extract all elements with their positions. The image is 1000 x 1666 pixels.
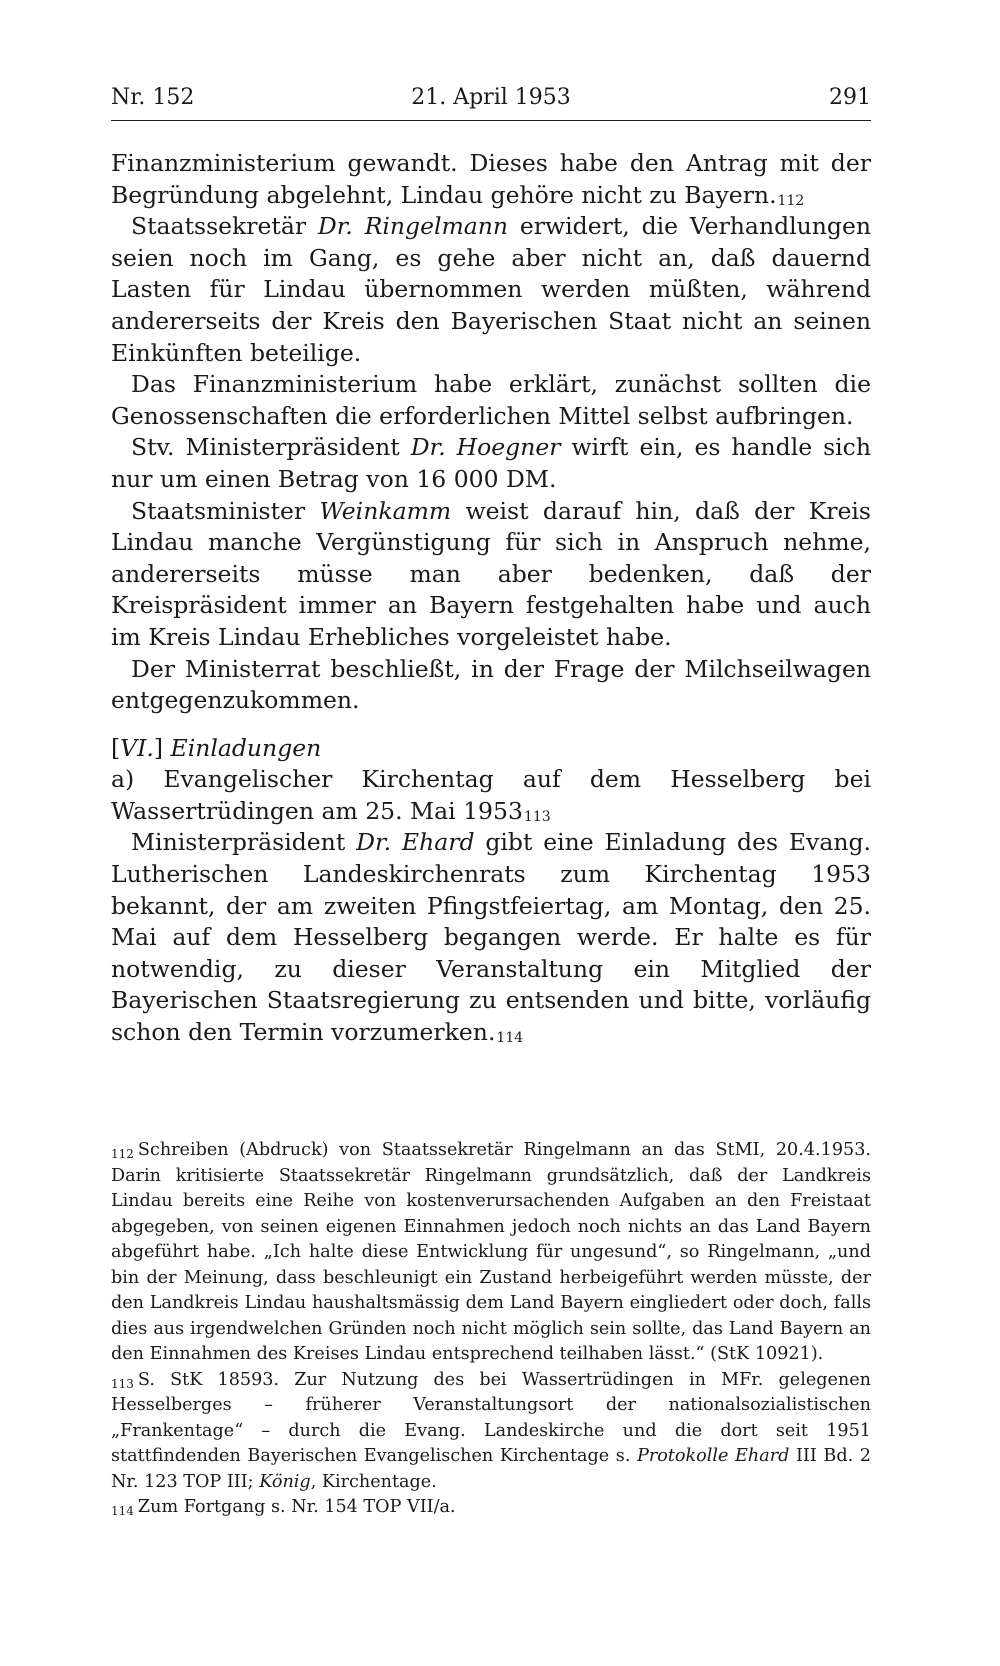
footnote-ref[interactable]: 113 xyxy=(523,808,551,825)
main-text xyxy=(111,148,871,1049)
header-date: 21. April 1953 xyxy=(411,85,571,110)
footnote-number: 112 xyxy=(111,1147,134,1161)
document-number: Nr. 152 xyxy=(111,85,195,110)
speaker-name: Weinkamm xyxy=(319,496,452,525)
section-title: Einladungen xyxy=(170,733,322,762)
page-number: 291 xyxy=(829,85,871,110)
paragraph: Staatsminister Weinkamm weist darauf hin, daß der Kreis Lindau manche Vergünstigung für sich in Anspruch nehme, andererseits müsse man aber bedenken, daß der Kreispräsident immer an Bayern festgehalten habe und auch im Kreis Lindau Erhebliches vorgeleistet habe. xyxy=(111,496,871,651)
paragraph: Der Ministerrat beschließt, in der Frage der Milchseilwagen entgegenzukommen. xyxy=(111,654,871,715)
footnote-ref[interactable]: 114 xyxy=(496,1030,524,1047)
paragraph: Das Finanzministerium habe erklärt, zunächst sollten die Genossenschaften die erforderlichen Mittel selbst aufbringen. xyxy=(111,370,871,430)
section-number: VI. xyxy=(120,733,154,762)
speaker-name: Dr. Hoegner xyxy=(410,433,561,462)
footnote: $^{112}$ Schreiben (Abdruck) von Staatssekretär Ringelmann an das StMI, 20.4.1953. Darin kritisierte Staatssekretär Ringelmann grundsätzlich, daß der Landkreis Lindau bereits eine Reihe von kostenverursachenden Aufgaben an den Freistaat abgegeben, von seinen eigenen Einnahmen jedoch noch nichts an das Land Bayern abgeführt habe. „Ich halte diese Entwicklung für ungesund“, so Ringelmann, „und bin der Meinung, dass beschleunigt ein Zustand herbeigeführt werden müsste, der den Landkreis Lindau haushaltsmässig dem Land Bayern eingliedert oder doch, falls dies aus irgendwelchen Gründen noch nicht möglich sein sollte, das Land Bayern an den Einnahmen des Kreises Lindau entsprechend teilhaben lässt.“ (StK 10921). xyxy=(111,1140,871,1364)
paragraph: Staatssekretär Dr. Ringelmann erwidert, die Verhandlungen seien noch im Gang, es gehe aber nicht an, daß dauernd Lasten für Lindau übernommen werden müßten, während andererseits der Kreis den Bayerischen Staat nicht an seinen Einkünften beteilige. xyxy=(111,212,871,367)
footnote: $^{114}$ Zum Fortgang s. Nr. 154 TOP VII/a. xyxy=(111,1497,456,1518)
speaker-name: Dr. Ehard xyxy=(356,828,475,857)
footnote-ref[interactable]: 112 xyxy=(777,192,805,209)
footnotes xyxy=(111,1138,871,1521)
footnote: $^{113}$ S. StK 18593. Zur Nutzung des bei Wassertrüdingen in MFr. gelegenen Hesselberges – früherer Veranstaltungsort der nationalsozialistischen „Frankentage“ – durch die Evang. Landeskirche und die dort seit 1951 stattfindenden Bayerischen Evangelischen Kirchentage s. Protokolle Ehard III Bd. 2 Nr. 123 TOP III; König, Kirchentage. xyxy=(111,1369,871,1492)
subsection-heading: a) Evangelischer Kirchentag auf dem Hesselberg bei Wassertrüdingen am 25. Mai 1953$^{113}$ xyxy=(111,765,871,825)
footnote-number: 114 xyxy=(111,1504,134,1518)
section-heading: [VI.] Einladungen xyxy=(111,733,322,762)
speaker-name: Dr. Ringelmann xyxy=(317,212,509,241)
paragraph: Ministerpräsident Dr. Ehard gibt eine Einladung des Evang. Lutherischen Landeskirchenrats zum Kirchentag 1953 bekannt, der am zweiten Pfingstfeiertag, am Montag, den 25. Mai auf dem Hesselberg begangen werde. Er halte es für notwendig, zu dieser Veranstaltung ein Mitglied der Bayerischen Staatsregierung zu entsenden und bitte, vorläufig schon den Termin vorzumerken.$^{114}$ xyxy=(111,828,871,1047)
paragraph: Stv. Ministerpräsident Dr. Hoegner wirft ein, es handle sich nur um einen Betrag von 16 000 DM. xyxy=(111,433,871,493)
footnote-number: 113 xyxy=(111,1376,134,1391)
running-header xyxy=(111,84,871,121)
paragraph: Finanzministerium gewandt. Dieses habe den Antrag mit der Begründung abgelehnt, Lindau gehöre nicht zu Bayern.$^{112}$ xyxy=(111,149,871,209)
